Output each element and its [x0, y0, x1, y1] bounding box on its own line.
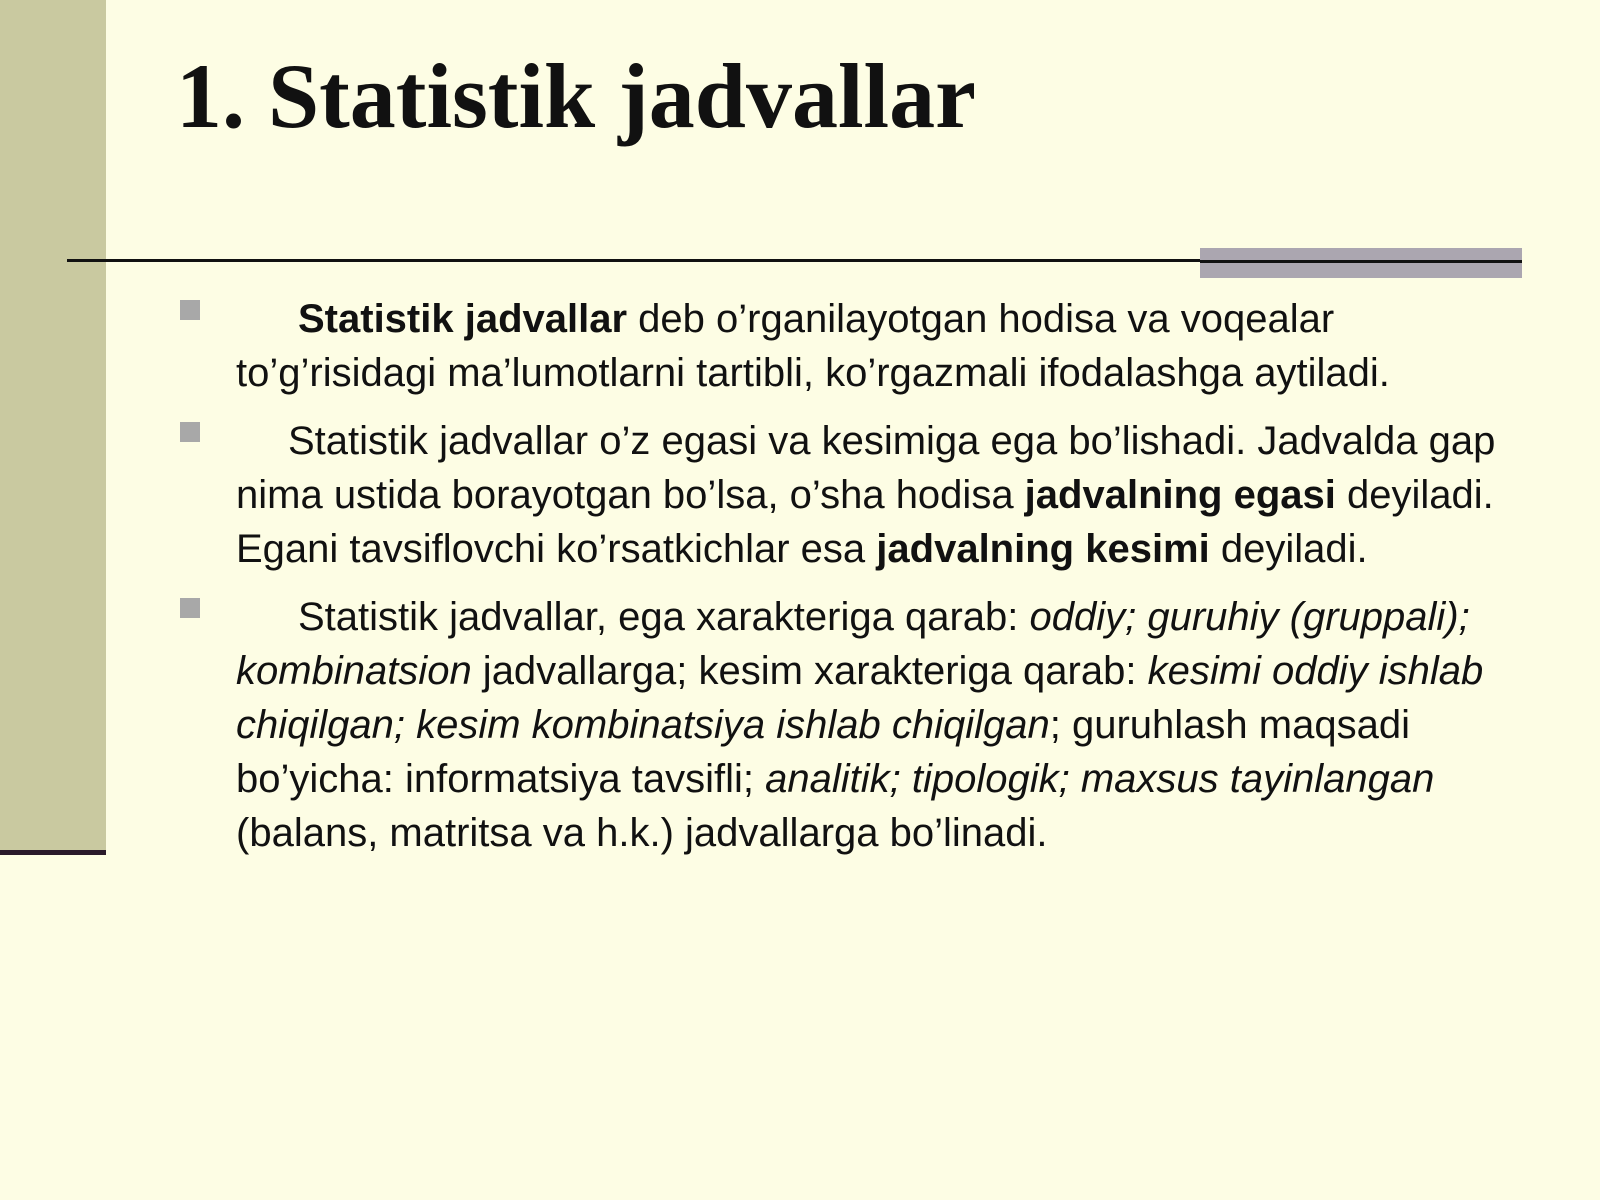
italic-term: oddiy; guruhiy (gruppali); kombinatsion: [236, 595, 1470, 693]
divider-accent-block: [1200, 248, 1522, 278]
square-bullet-icon: [180, 422, 200, 442]
bold-term: jadvalning kesimi: [876, 527, 1210, 571]
bullet-text: Statistik jadvallar o’z egasi va kesimiga ega bo’lishadi. Jadvalda gap nima ustida borayotgan bo’lsa, o’sha hodisa: [236, 419, 1496, 517]
bullet-item-3: [178, 590, 1498, 860]
bold-term: Statistik jadvallar: [298, 297, 628, 341]
bullet-item-2: [178, 414, 1498, 576]
bullet-text: deyiladi. Egani tavsiflovchi ko’rsatkichlar esa: [236, 473, 1494, 571]
italic-term: analitik; tipologik; maxsus tayinlangan: [765, 757, 1435, 801]
bold-term: jadvalning egasi: [1024, 473, 1336, 517]
bullet-text: deyiladi.: [1209, 527, 1368, 571]
bullet-text: (balans, matritsa va h.k.) jadvallarga bo’linadi.: [236, 811, 1048, 855]
left-bar-underline: [0, 850, 106, 855]
bullet-text: deb o’rganilayotgan hodisa va voqealar to’g’risidagi ma’lumotlarni tartibli, ko’rgazmali ifodalashga aytiladi.: [236, 297, 1390, 395]
left-decorative-bar: [0, 0, 106, 850]
bullet-text: ; guruhlash maqsadi bo’yicha: informatsiya tavsifli;: [236, 703, 1410, 801]
bullet-text: Statistik jadvallar, ega xarakteriga qarab:: [298, 595, 1030, 639]
divider-accent-line: [1200, 260, 1522, 263]
bullet-text: jadvallarga; kesim xarakteriga qarab:: [471, 649, 1148, 693]
square-bullet-icon: [180, 598, 200, 618]
square-bullet-icon: [180, 300, 200, 320]
slide-title: 1. Statistik jadvallar: [176, 45, 976, 147]
bullet-item-1: [178, 292, 1498, 400]
italic-term: kesimi oddiy ishlab chiqilgan; kesim kombinatsiya ishlab chiqilgan: [236, 649, 1484, 747]
slide-body: [178, 292, 1498, 874]
